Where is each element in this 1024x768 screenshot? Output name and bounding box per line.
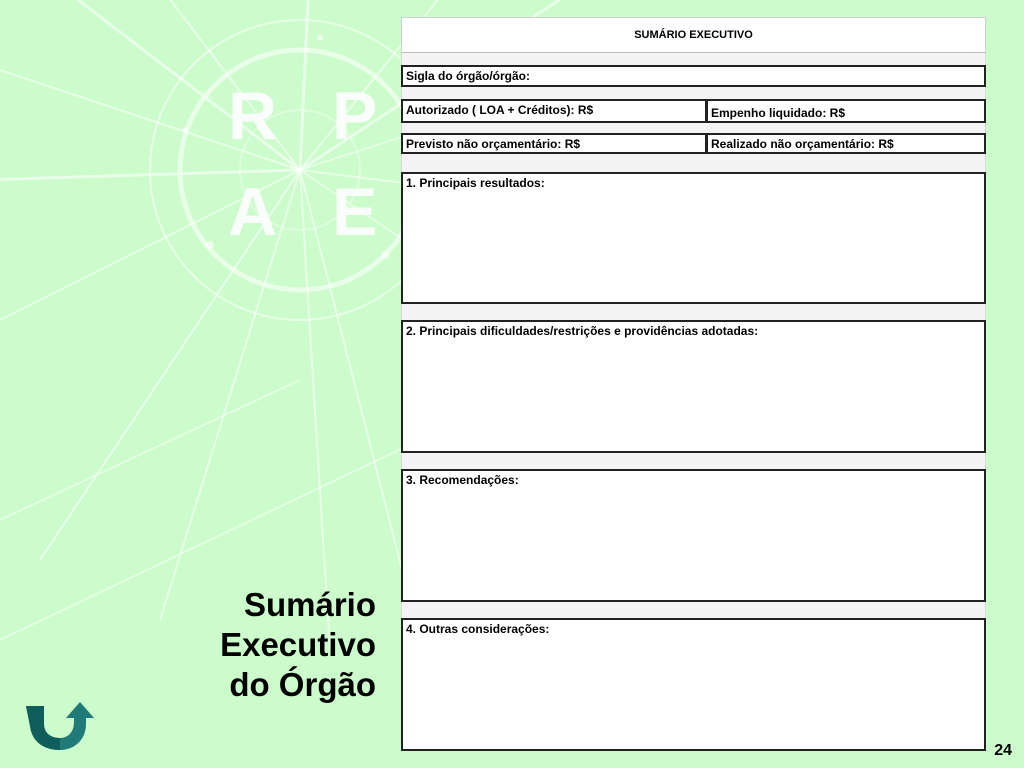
sigla-label: Sigla do órgão/órgão: <box>406 69 531 83</box>
section-dificuldades[interactable] <box>401 320 986 453</box>
form-spacer <box>401 53 986 65</box>
form-spacer <box>401 453 986 469</box>
logo-letter-r: R <box>228 78 278 154</box>
logo-letter-e: E <box>332 174 378 250</box>
form-spacer <box>401 602 986 618</box>
logo-letter-p: P <box>332 78 378 154</box>
realizado-field[interactable] <box>706 133 986 154</box>
section-recomendacoes[interactable] <box>401 469 986 602</box>
previsto-field[interactable] <box>401 133 707 154</box>
empenho-field[interactable] <box>706 99 986 123</box>
section-4-label: 4. Outras considerações: <box>406 622 550 636</box>
sigla-field[interactable] <box>401 65 986 87</box>
form-spacer <box>401 87 986 99</box>
section-3-label: 3. Recomendações: <box>406 473 519 487</box>
logo-letter-a: A <box>228 174 278 250</box>
autorizado-label: Autorizado ( LOA + Créditos): R$ <box>406 103 594 117</box>
form-spacer <box>401 123 986 133</box>
section-outras-consideracoes[interactable] <box>401 618 986 751</box>
back-arrow-icon[interactable] <box>22 700 98 752</box>
slide-title-line-2: Executivo <box>220 626 376 663</box>
previsto-label: Previsto não orçamentário: R$ <box>406 137 581 151</box>
empenho-label: Empenho liquidado: R$ <box>711 106 845 120</box>
section-2-label: 2. Principais dificuldades/restrições e providências adotadas: <box>406 324 759 338</box>
slide-title-line-1: Sumário <box>243 586 376 623</box>
form-spacer <box>401 304 986 320</box>
realizado-label: Realizado não orçamentário: R$ <box>711 137 894 151</box>
form-spacer <box>401 154 986 172</box>
section-principais-resultados[interactable] <box>401 172 986 304</box>
slide-title-line-3: do Órgão <box>229 666 376 703</box>
executive-summary-form <box>401 17 986 751</box>
form-header: SUMÁRIO EXECUTIVO <box>401 17 986 53</box>
section-1-label: 1. Principais resultados: <box>406 176 545 190</box>
page-number: 24 <box>994 742 1012 759</box>
autorizado-field[interactable] <box>401 99 707 123</box>
slide-title <box>36 585 376 705</box>
